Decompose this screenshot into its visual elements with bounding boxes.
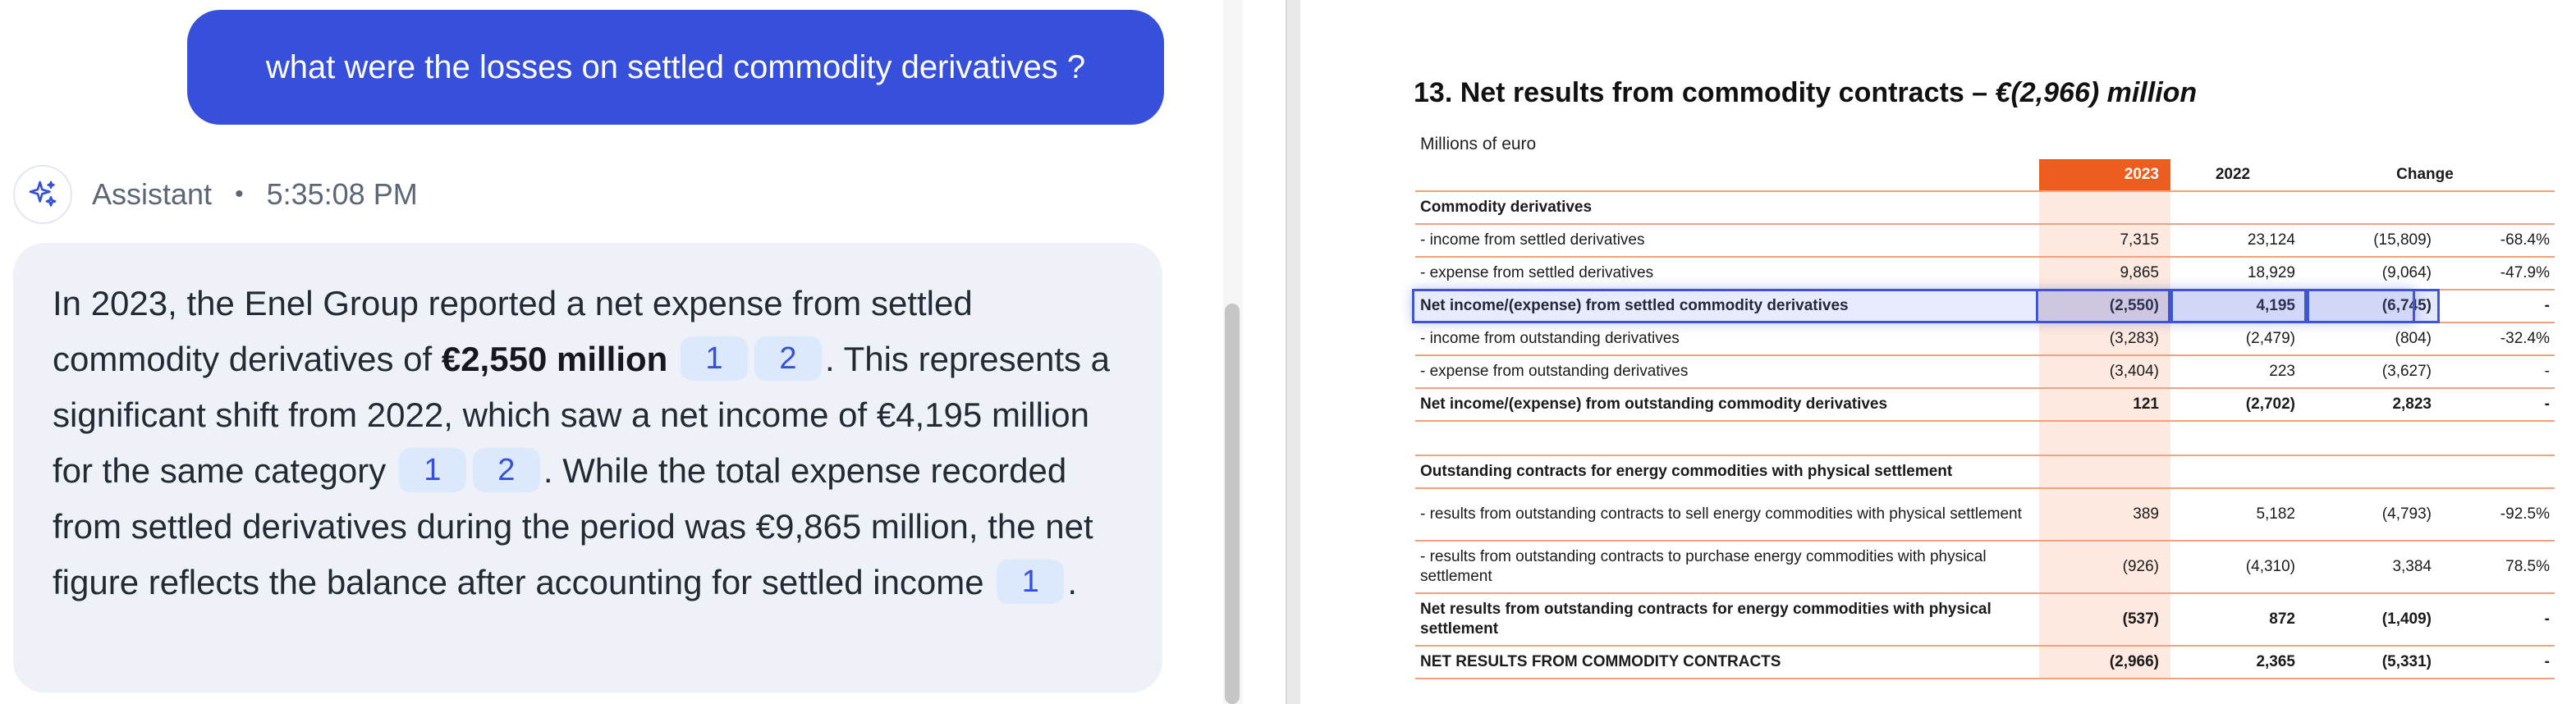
cell-change: 3,384 [2392,558,2432,575]
cell-change: (4,793) [2381,505,2432,523]
cell-2023: 121 [2039,389,2170,420]
table-row [1415,258,2555,290]
table-row [1415,323,2555,356]
cell-change-pct: - [2544,653,2550,670]
cell-2022: 23,124 [2247,231,2295,249]
cell-change: (9,064) [2381,264,2432,281]
cell-change: (6,745) [2381,297,2432,314]
answer-highlight-amount: €2,550 million [441,340,668,378]
cell-2023: (3,283) [2039,323,2170,354]
cell-change: (3,627) [2381,363,2432,380]
cell-2022: 18,929 [2247,264,2295,281]
answer-text-2: . This represents a significant shift from 2022, which saw a net income of €4,195 million for the same category [53,340,1111,490]
table-row [1415,456,2555,489]
citation-chip[interactable]: 2 [754,336,822,381]
table-row [1415,389,2555,422]
cell-2023: (3,404) [2039,356,2170,387]
cell-2023: 7,315 [2039,225,2170,256]
pane-divider[interactable] [1286,0,1300,704]
document-section-title [1414,77,2197,109]
citation-chip[interactable]: 1 [997,560,1064,604]
cell-2022: 4,195 [2256,297,2295,314]
document-viewer [1300,0,2576,704]
cell-2023: 9,865 [2039,258,2170,289]
row-label: Net results from outstanding contracts for energy commodities with physical settlement [1420,601,1992,638]
user-message-text: what were the losses on settled commodity derivatives ? [265,48,1086,85]
cell-change-pct: -92.5% [2500,505,2550,523]
table-row-highlighted [1415,290,2555,323]
row-label: - expense from settled derivatives [1420,264,1654,281]
assistant-answer-card [13,243,1162,693]
cell-2023: (926) [2039,542,2170,592]
row-label: - results from outstanding contracts to sell energy commodities with physical settlement [1420,505,2022,523]
cell-change-pct: - [2544,395,2550,413]
cell-2023 [2039,456,2170,487]
section-title-text: 13. Net results from commodity contracts – [1414,77,1996,108]
cell-change-pct: - [2544,610,2550,628]
chat-pane [0,0,1223,704]
cell-change: (1,409) [2381,610,2432,628]
header-change: Change [2396,166,2454,183]
row-label: Commodity derivatives [1420,199,1593,216]
chat-scrollbar-thumb[interactable] [1225,304,1240,704]
table-units-label: Millions of euro [1420,135,1537,153]
table-row [1415,594,2555,647]
sparkle-icon [26,178,59,211]
assistant-avatar [13,165,72,224]
message-timestamp: 5:35:08 PM [266,177,418,211]
cell-2022: (4,310) [2245,558,2295,575]
cell-2022: 223 [2269,363,2295,380]
answer-text-1: In 2023, the Enel Group reported a net expense from settled commodity derivatives of [53,284,973,378]
answer-text-3: . While the total expense recorded from settled derivatives during the period was €9,865 million, the net figure reflects the balance after accounting for settled income [53,451,1093,601]
cell-2022: 2,365 [2256,653,2295,670]
header-2022: 2022 [2215,166,2251,183]
cell-2022: (2,479) [2245,330,2295,347]
row-label: Net income/(expense) from outstanding commodity derivatives [1420,395,1888,413]
cell-2023 [2039,192,2170,223]
header-separator: • [235,181,244,208]
row-label: - results from outstanding contracts to purchase energy commodities with physical settlement [1420,548,1987,585]
cell-2023: (2,966) [2039,647,2170,678]
pane-gap [1243,0,1286,704]
row-label: - income from settled derivatives [1420,231,1645,249]
cell-2022: 5,182 [2256,505,2295,523]
table-header-row [1415,159,2555,192]
section-title-amount: €(2,966) million [1995,77,2198,108]
row-label: Outstanding contracts for energy commodities with physical settlement [1420,463,1953,480]
table-row [1415,192,2555,225]
citation-chip[interactable]: 2 [473,448,540,492]
cell-change-pct: - [2544,363,2550,380]
citation-chip[interactable]: 1 [681,336,748,381]
cell-2023: (537) [2039,594,2170,645]
cell-2022: 872 [2269,610,2295,628]
table-row [1415,489,2555,542]
table-row [1415,542,2555,594]
cell-change-pct: - [2544,297,2550,314]
cell-change-pct: -68.4% [2500,231,2550,249]
cell-change-pct: -47.9% [2500,264,2550,281]
table-row [1415,225,2555,258]
cell-2023: (2,550) [2039,290,2170,322]
cell-2022: (2,702) [2245,395,2295,413]
assistant-name: Assistant [92,177,213,211]
user-message-bubble [187,10,1164,125]
row-label: NET RESULTS FROM COMMODITY CONTRACTS [1420,653,1781,670]
cell-change: (5,331) [2381,653,2432,670]
cell-2023: 389 [2039,489,2170,540]
header-label-cell [1415,159,2039,190]
citation-chip[interactable]: 1 [399,448,466,492]
cell-2023 [2039,422,2170,455]
table-spacer-row [1415,422,2555,456]
row-label: - income from outstanding derivatives [1420,330,1680,347]
financial-table [1415,159,2555,679]
cell-change-pct: -32.4% [2500,330,2550,347]
assistant-header [13,164,418,225]
header-2023: 2023 [2039,159,2170,190]
table-row-total [1415,647,2555,679]
cell-change-pct: 78.5% [2505,558,2550,575]
cell-change: (15,809) [2373,231,2432,249]
table-row [1415,356,2555,389]
row-label: - expense from outstanding derivatives [1420,363,1689,380]
cell-change: (804) [2395,330,2432,347]
answer-text-4: . [1067,563,1077,601]
row-label: Net income/(expense) from settled commodity derivatives [1420,297,1849,314]
cell-change: 2,823 [2392,395,2432,413]
